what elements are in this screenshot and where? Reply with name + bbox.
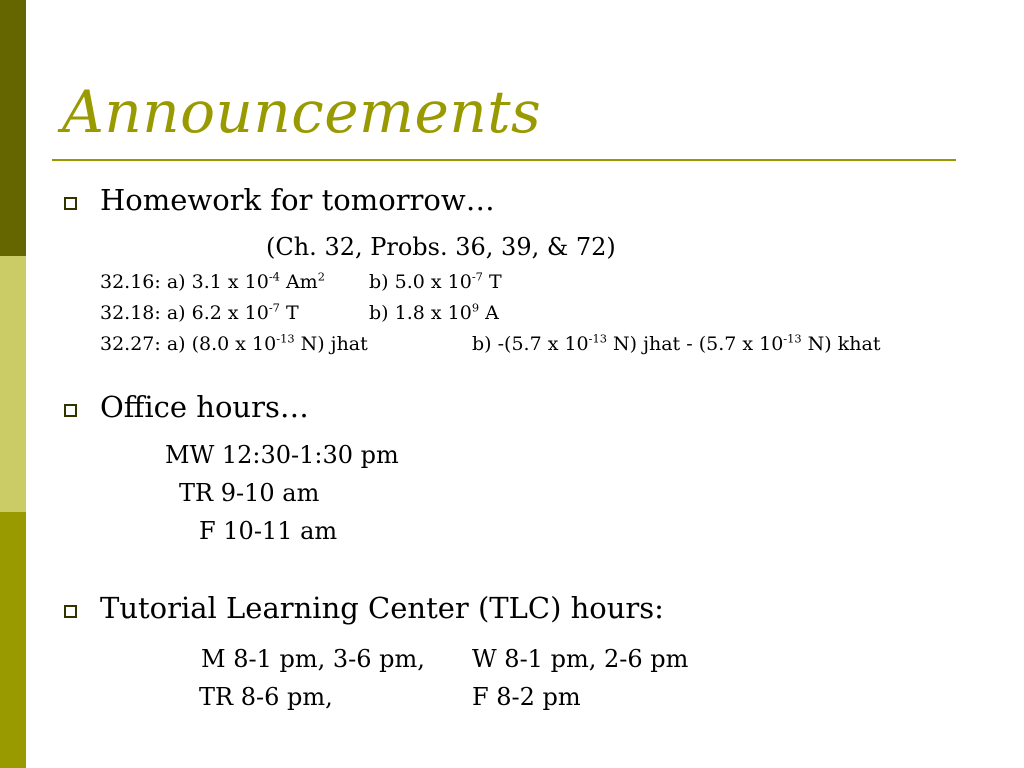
answer-32-16-b: b) 5.0 x $10^{-7}$ T xyxy=(369,269,502,293)
office-hours-heading: Office hours… xyxy=(100,390,309,424)
square-bullet-icon xyxy=(64,404,77,417)
slide-title: Announcements xyxy=(62,78,542,146)
office-hours-line: F 10-11 am xyxy=(199,517,338,545)
sidebar-stripe-bottom xyxy=(0,512,26,768)
square-bullet-icon xyxy=(64,605,77,618)
tlc-hours-monday: M 8-1 pm, 3-6 pm, xyxy=(201,645,425,673)
tlc-hours-friday: F 8-2 pm xyxy=(472,683,581,711)
answer-32-27-b: b) -(5.7 x $10^{-13}$ N) jhat - (5.7 x $10^{-13}$ N) khat xyxy=(472,331,881,355)
answer-32-27-a: 32.27: a) (8.0 x $10^{-13}$ N) jhat xyxy=(100,331,368,355)
homework-problems: (Ch. 32, Probs. 36, 39, & 72) xyxy=(266,233,616,261)
sidebar-stripe-middle xyxy=(0,256,26,512)
homework-heading: Homework for tomorrow… xyxy=(100,183,495,217)
tlc-hours-tuesday-thursday: TR 8-6 pm, xyxy=(199,683,333,711)
office-hours-line: TR 9-10 am xyxy=(179,479,320,507)
office-hours-line: MW 12:30-1:30 pm xyxy=(165,441,399,469)
tlc-heading: Tutorial Learning Center (TLC) hours: xyxy=(100,591,664,625)
sidebar-stripe-top xyxy=(0,0,26,256)
tlc-hours-wednesday: W 8-1 pm, 2-6 pm xyxy=(472,645,689,673)
answer-32-18-a: 32.18: a) 6.2 x $10^{-7}$ T xyxy=(100,300,299,324)
answer-32-18-b: b) 1.8 x $10^9$ A xyxy=(369,300,499,324)
answer-32-16-a: 32.16: a) 3.1 x $10^{-4}$ Am$^2$ xyxy=(100,269,325,293)
title-divider xyxy=(52,159,956,161)
square-bullet-icon xyxy=(64,197,77,210)
